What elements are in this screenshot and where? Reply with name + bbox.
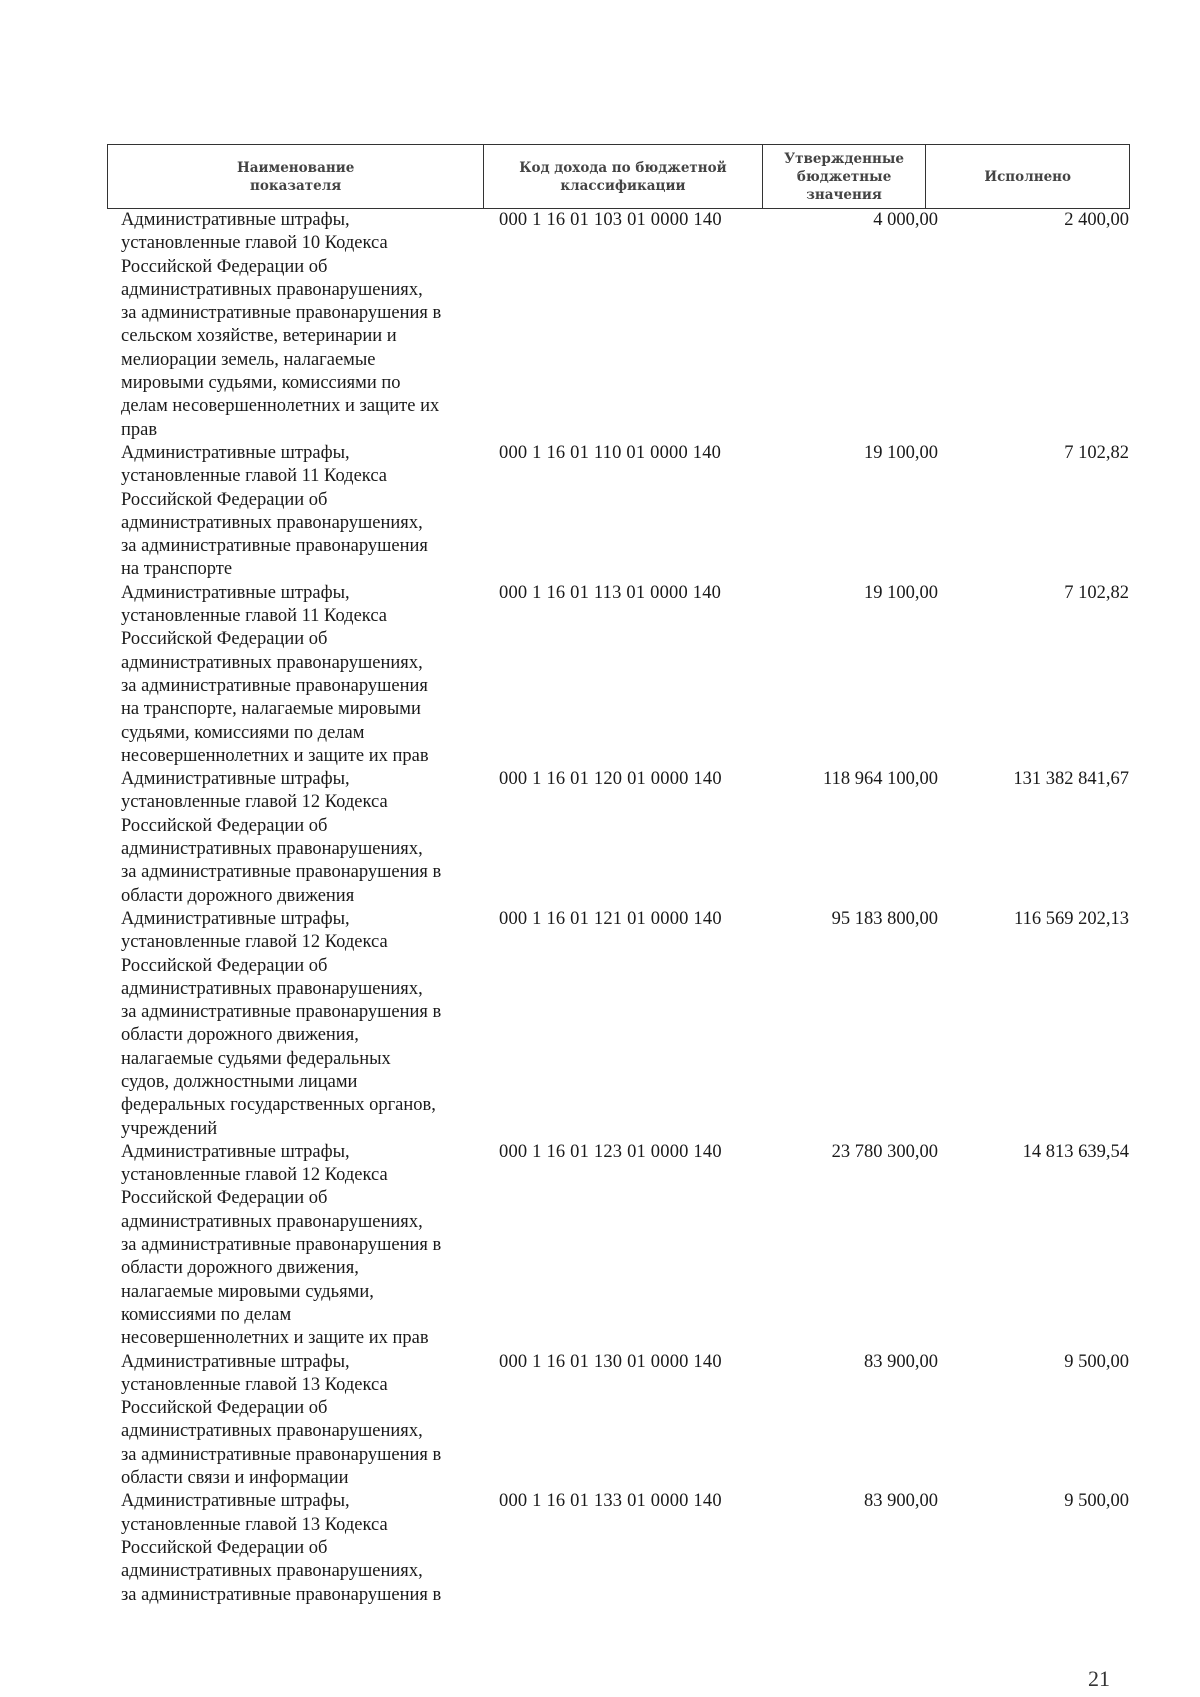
table-row <box>107 1141 1130 1351</box>
table-row <box>107 1351 1130 1491</box>
approved-value-cell: 23 780 300,00 <box>831 1141 938 1162</box>
indicator-name-cell: Административные штрафы, установленные главой 12 Кодекса Российской Федерации об административных правонарушениях, за административные правонарушения в области дорожного движения <box>121 769 442 906</box>
indicator-name-cell: Административные штрафы, установленные главой 13 Кодекса Российской Федерации об административных правонарушениях, за административные правонарушения в <box>121 1491 442 1605</box>
income-code-cell: 000 1 16 01 130 01 0000 140 <box>499 1351 722 1372</box>
indicator-name-cell: Административные штрафы, установленные главой 10 Кодекса Российской Федерации об административных правонарушениях, за административные правонарушения в сельском хозяйстве, ветеринарии и мелиорации земель, налагаемые мировыми судьями, комиссиями по делам несовершеннолетних и защите их прав <box>121 210 442 440</box>
indicator-name-cell: Административные штрафы, установленные главой 11 Кодекса Российской Федерации об административных правонарушениях, за административные правонарушения на транспорте, налагаемые мировыми судьями, комиссиями по делам несовершеннолетних и защите их прав <box>121 582 429 766</box>
executed-value-cell: 9 500,00 <box>1064 1491 1129 1512</box>
income-code-cell: 000 1 16 01 123 01 0000 140 <box>499 1141 722 1162</box>
approved-value-cell: 83 900,00 <box>864 1491 938 1512</box>
approved-value-cell: 19 100,00 <box>864 442 938 463</box>
executed-value-cell: 2 400,00 <box>1064 210 1129 230</box>
executed-value-cell: 7 102,82 <box>1064 442 1129 463</box>
header-approved-values: Утвержденные бюджетные значения <box>763 145 927 208</box>
approved-value-cell: 95 183 800,00 <box>831 908 938 929</box>
income-code-cell: 000 1 16 01 133 01 0000 140 <box>499 1491 722 1512</box>
executed-value-cell: 14 813 639,54 <box>1022 1141 1129 1162</box>
indicator-name-cell: Административные штрафы, установленные главой 13 Кодекса Российской Федерации об административных правонарушениях, за административные правонарушения в области связи и информации <box>121 1351 442 1489</box>
indicator-name-cell: Административные штрафы, установленные главой 12 Кодекса Российской Федерации об административных правонарушениях, за административные правонарушения в области дорожного движения, налагаемые мировыми судьями, комиссиями по делам несовершеннолетних и защите их прав <box>121 1141 442 1349</box>
page-number: 21 <box>1088 1666 1110 1691</box>
table-row <box>107 582 1130 768</box>
executed-value-cell: 131 382 841,67 <box>1013 769 1129 790</box>
indicator-name-cell: Административные штрафы, установленные главой 11 Кодекса Российской Федерации об административных правонарушениях, за административные правонарушения на транспорте <box>121 442 428 580</box>
table-row <box>107 1490 1130 1606</box>
executed-value-cell: 116 569 202,13 <box>1014 908 1129 929</box>
income-code-cell: 000 1 16 01 120 01 0000 140 <box>499 769 722 790</box>
table-row <box>107 442 1130 582</box>
budget-table <box>107 144 1130 1607</box>
approved-value-cell: 83 900,00 <box>864 1351 938 1372</box>
table-row <box>107 768 1130 908</box>
table-header <box>107 144 1130 209</box>
header-indicator-name: Наименование показателя <box>108 145 484 208</box>
table-row <box>107 908 1130 1141</box>
table-row <box>107 209 1130 442</box>
income-code-cell: 000 1 16 01 110 01 0000 140 <box>499 442 722 463</box>
income-code-cell: 000 1 16 01 121 01 0000 140 <box>499 908 722 929</box>
approved-value-cell: 4 000,00 <box>873 210 938 230</box>
header-executed: Исполнено <box>984 168 1072 185</box>
executed-value-cell: 7 102,82 <box>1064 582 1129 603</box>
executed-value-cell: 9 500,00 <box>1064 1351 1129 1372</box>
approved-value-cell: 118 964 100,00 <box>823 769 938 790</box>
income-code-cell: 000 1 16 01 113 01 0000 140 <box>499 582 722 603</box>
indicator-name-cell: Административные штрафы, установленные главой 12 Кодекса Российской Федерации об административных правонарушениях, за административные правонарушения в области дорожного движения, налагаемые судьями федеральных судов, должностными лицами федеральных государственных органов, учреждений <box>121 908 442 1139</box>
approved-value-cell: 19 100,00 <box>864 582 938 603</box>
income-code-cell: 000 1 16 01 103 01 0000 140 <box>499 210 722 230</box>
header-income-code: Код дохода по бюджетной классификации <box>484 145 762 208</box>
table-body <box>107 209 1130 1607</box>
